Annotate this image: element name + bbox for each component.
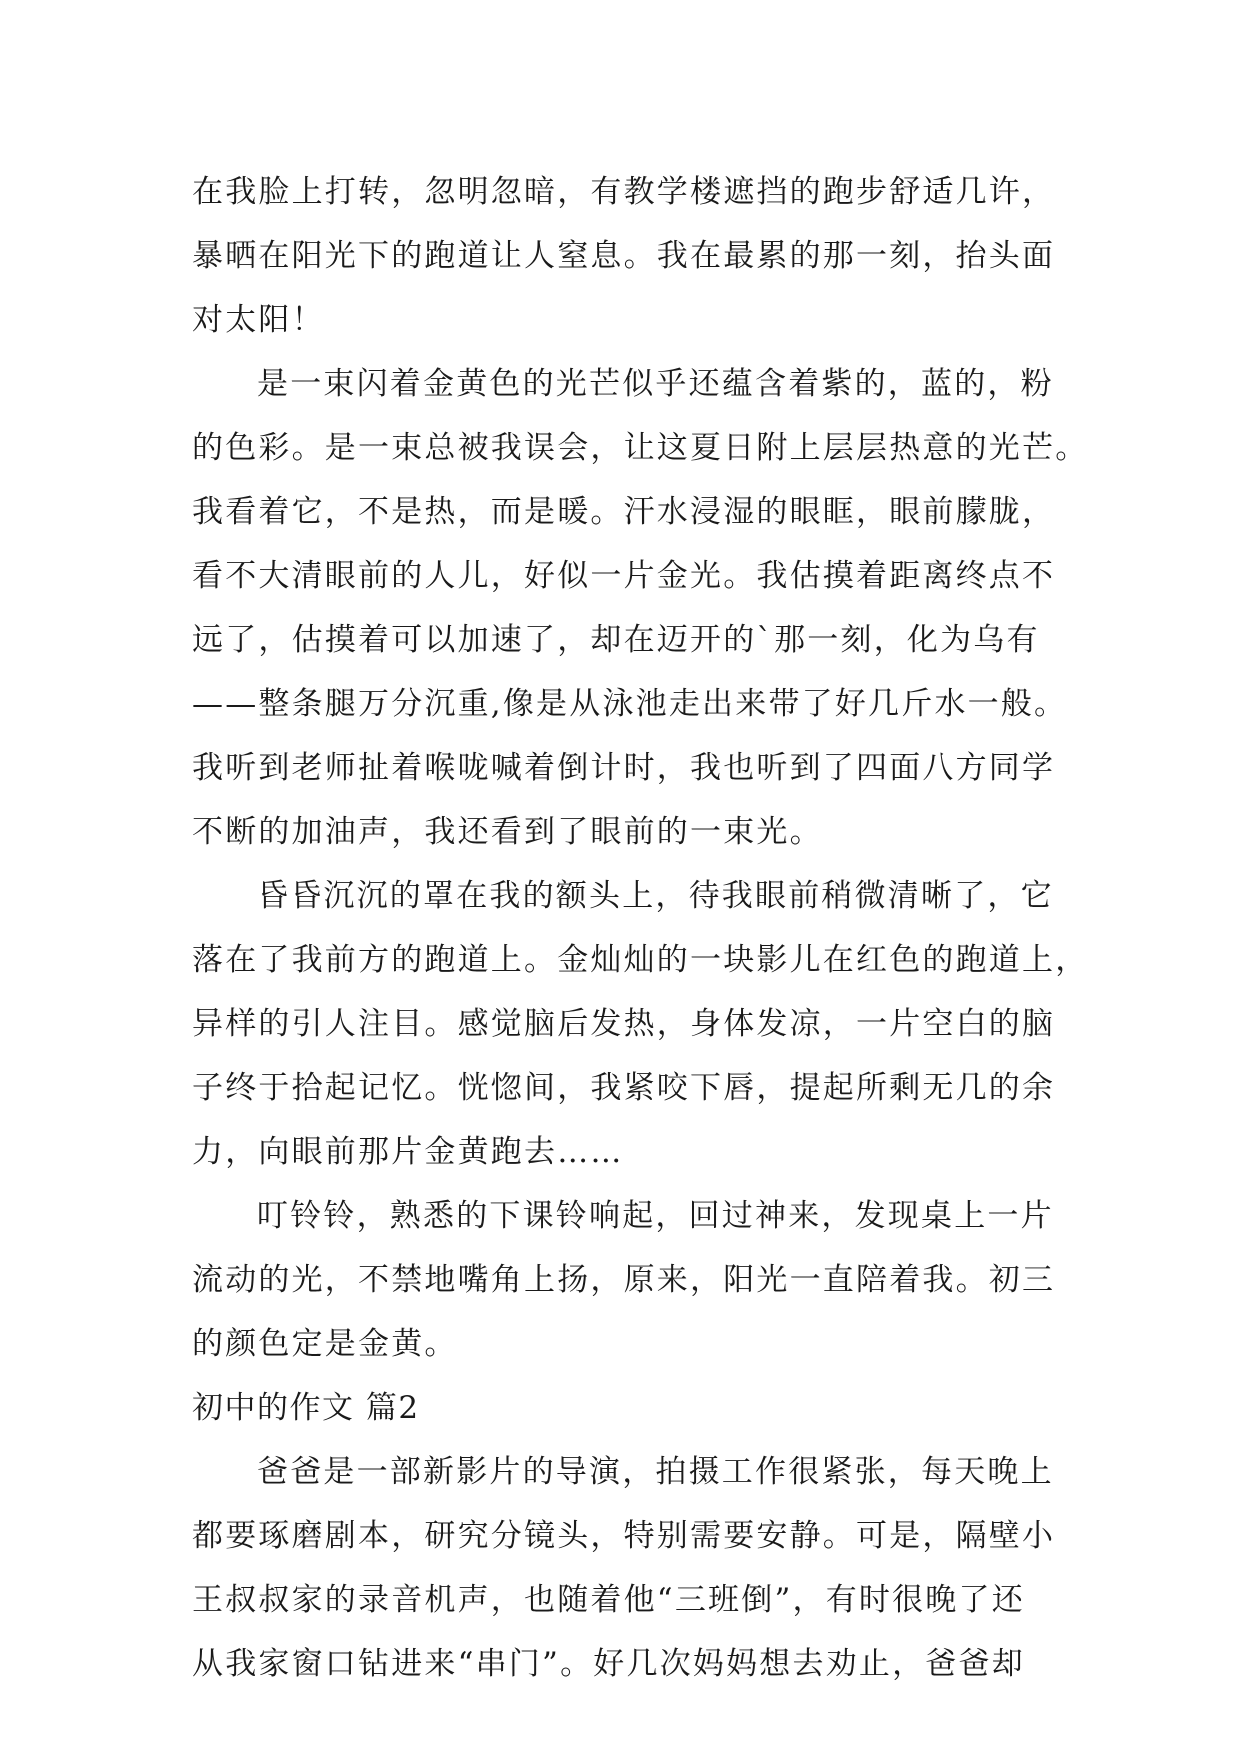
paragraph <box>192 160 1062 352</box>
text-line: 流动的光，不禁地嘴角上扬，原来，阳光一直陪着我。初三 <box>192 1262 1056 1298</box>
paragraph <box>192 1184 1062 1376</box>
text-line: 对太阳！ <box>192 302 325 338</box>
text-line: 在我脸上打转，忽明忽暗，有教学楼遮挡的跑步舒适几许， <box>192 174 1056 210</box>
text-line: 爸爸是一部新影片的导演，拍摄工作很紧张，每天晚上 <box>257 1454 1054 1490</box>
text-line: 不断的加油声，我还看到了眼前的一束光。 <box>192 814 823 850</box>
text-line: 昏昏沉沉的罩在我的额头上，待我眼前稍微清晰了，它 <box>257 878 1054 914</box>
text-line: 王叔叔家的录音机声，也随着他“三班倒”，有时很晚了还 <box>192 1582 1025 1618</box>
text-line: 叮铃铃，熟悉的下课铃响起，回过神来，发现桌上一片 <box>257 1198 1054 1234</box>
text-line: 都要琢磨剧本，研究分镜头，特别需要安静。可是，隔壁小 <box>192 1518 1056 1554</box>
text-line: 我听到老师扯着喉咙喊着倒计时，我也听到了四面八方同学 <box>192 750 1056 786</box>
text-line: 的色彩。是一束总被我误会，让这夏日附上层层热意的光芒。 <box>192 430 1089 466</box>
section-heading: 初中的作文 篇2 <box>192 1390 420 1426</box>
text-line: 落在了我前方的跑道上。金灿灿的一块影儿在红色的跑道上， <box>192 942 1089 978</box>
paragraph <box>192 864 1089 1184</box>
text-line: 看不大清眼前的人儿，好似一片金光。我估摸着距离终点不 <box>192 558 1056 594</box>
paragraph <box>192 1440 1062 1696</box>
text-line: 远了，估摸着可以加速了，却在迈开的`那一刻，化为乌有 <box>192 622 1040 658</box>
paragraph <box>192 352 1089 864</box>
text-line: 是一束闪着金黄色的光芒似乎还蕴含着紫的，蓝的，粉 <box>257 366 1054 402</box>
text-line: 异样的引人注目。感觉脑后发热，身体发凉，一片空白的脑 <box>192 1006 1056 1042</box>
text-line: 我看着它，不是热，而是暖。汗水浸湿的眼眶，眼前朦胧， <box>192 494 1056 530</box>
text-line: ——整条腿万分沉重,像是从泳池走出来带了好几斤水一般。 <box>192 686 1068 722</box>
text-line: 子终于拾起记忆。恍惚间，我紧咬下唇，提起所剩无几的余 <box>192 1070 1056 1106</box>
text-line: 的颜色定是金黄。 <box>192 1326 458 1362</box>
text-line: 从我家窗口钻进来“串门”。好几次妈妈想去劝止，爸爸却 <box>192 1646 1025 1682</box>
text-line: 暴晒在阳光下的跑道让人窒息。我在最累的那一刻，抬头面 <box>192 238 1056 274</box>
essay-text-block <box>192 160 1089 1696</box>
text-line: 力，向眼前那片金黄跑去…… <box>192 1134 624 1170</box>
